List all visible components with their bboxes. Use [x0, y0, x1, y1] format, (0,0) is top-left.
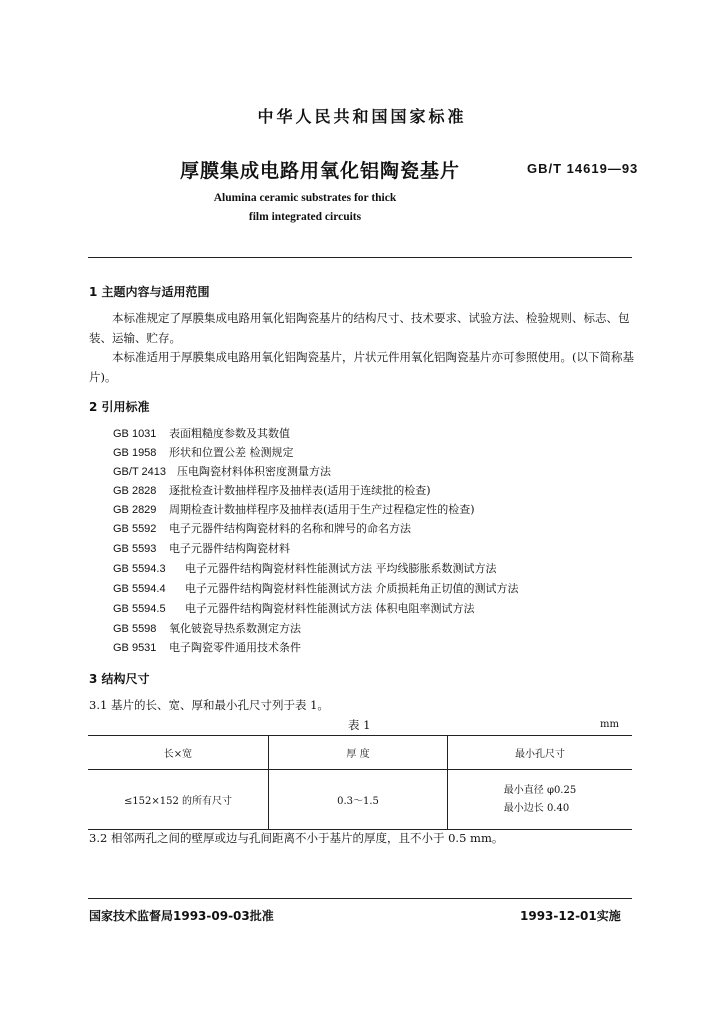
reference-item	[113, 463, 331, 479]
clause-3-1: 3.1 基片的长、宽、厚和最小孔尺寸列于表 1。	[89, 698, 329, 712]
section-1-heading: 1 主题内容与适用范围	[89, 285, 210, 299]
reference-item	[113, 639, 301, 655]
reference-item	[113, 580, 519, 596]
reference-item	[113, 560, 497, 576]
reference-item	[113, 540, 290, 556]
reference-title: 电子元器件结构陶瓷材料	[169, 542, 290, 555]
section-3-heading: 3 结构尺寸	[89, 672, 150, 686]
clause-3-2: 3.2 相邻两孔之间的壁厚或边与孔间距离不小于基片的厚度，且不小于 0.5 mm。	[89, 831, 504, 845]
reference-title: 压电陶瓷材料体积密度测量方法	[177, 465, 331, 478]
reference-title: 氧化铍瓷导热系数测定方法	[169, 622, 301, 635]
english-title-line1: Alumina ceramic substrates for thick	[213, 192, 397, 204]
reference-item	[113, 482, 431, 498]
issuing-agency: 中华人民共和国国家标准	[257, 107, 467, 126]
reference-title: 电子陶瓷零件通用技术条件	[169, 641, 301, 654]
reference-title: 电子元器件结构陶瓷材料的名称和牌号的命名方法	[169, 522, 411, 535]
reference-number: GB 2829	[113, 504, 157, 516]
reference-title: 形状和位置公差 检测规定	[169, 446, 294, 459]
min-diameter: 最小直径 φ0.25	[503, 784, 577, 796]
dimensions-table	[88, 735, 632, 830]
header-min-hole: 最小孔尺寸	[448, 736, 633, 770]
header-divider	[88, 257, 632, 258]
reference-number: GB 9531	[113, 642, 157, 654]
standard-code: GB/T 14619—93	[527, 161, 639, 176]
reference-number: GB 5598	[113, 623, 157, 635]
table-unit: mm	[600, 719, 619, 730]
reference-number: GB/T 2413	[113, 466, 166, 478]
reference-number: GB 5594.5	[113, 603, 166, 615]
reference-item	[113, 520, 411, 536]
reference-number: GB 5592	[113, 523, 157, 535]
cell-min-hole	[448, 770, 633, 830]
reference-number: GB 5594.4	[113, 583, 166, 595]
reference-item	[113, 620, 301, 636]
header-size: 长×宽	[88, 736, 269, 770]
reference-title: 表面粗糙度参数及其数值	[169, 427, 290, 440]
table-caption: 表 1	[348, 718, 371, 732]
english-title-line2: film integrated circuits	[248, 211, 362, 223]
reference-number: GB 1958	[113, 447, 157, 459]
reference-title: 周期检查计数抽样程序及抽样表(适用于生产过程稳定性的检查)	[169, 503, 475, 516]
reference-item	[113, 501, 475, 517]
reference-item	[113, 444, 294, 460]
section-1-paragraph-1: 本标准规定了厚膜集成电路用氧化铝陶瓷基片的结构尺寸、技术要求、试验方法、检验规则、标志、包装、运输、贮存。	[89, 311, 630, 345]
reference-number: GB 1031	[113, 428, 157, 440]
reference-item	[113, 425, 290, 441]
section-2-heading: 2 引用标准	[89, 400, 150, 414]
reference-item	[113, 600, 475, 616]
min-edge: 最小边长 0.40	[503, 802, 570, 814]
reference-title: 逐批检查计数抽样程序及抽样表(适用于连续批的检查)	[169, 484, 431, 497]
footer-divider	[88, 898, 632, 899]
table-row	[88, 770, 632, 830]
table-header-row	[88, 736, 632, 770]
section-1-paragraph-2: 本标准适用于厚膜集成电路用氧化铝陶瓷基片，片状元件用氧化铝陶瓷基片亦可参照使用。(以下简称基片)。	[89, 350, 634, 384]
header-thickness: 厚 度	[269, 736, 448, 770]
cell-thickness: 0.3～1.5	[269, 770, 448, 830]
cell-size: ≤152×152 的所有尺寸	[88, 770, 269, 830]
reference-title: 电子元器件结构陶瓷材料性能测试方法 体积电阻率测试方法	[185, 602, 475, 615]
document-title: 厚膜集成电路用氧化铝陶瓷基片	[180, 160, 461, 182]
reference-number: GB 5594.3	[113, 563, 166, 575]
reference-number: GB 2828	[113, 485, 157, 497]
effective-date: 1993-12-01实施	[520, 909, 621, 923]
approval-date: 国家技术监督局1993-09-03批准	[89, 909, 274, 923]
reference-title: 电子元器件结构陶瓷材料性能测试方法 介质损耗角正切值的测试方法	[185, 582, 519, 595]
reference-number: GB 5593	[113, 543, 157, 555]
reference-title: 电子元器件结构陶瓷材料性能测试方法 平均线膨胀系数测试方法	[185, 562, 497, 575]
